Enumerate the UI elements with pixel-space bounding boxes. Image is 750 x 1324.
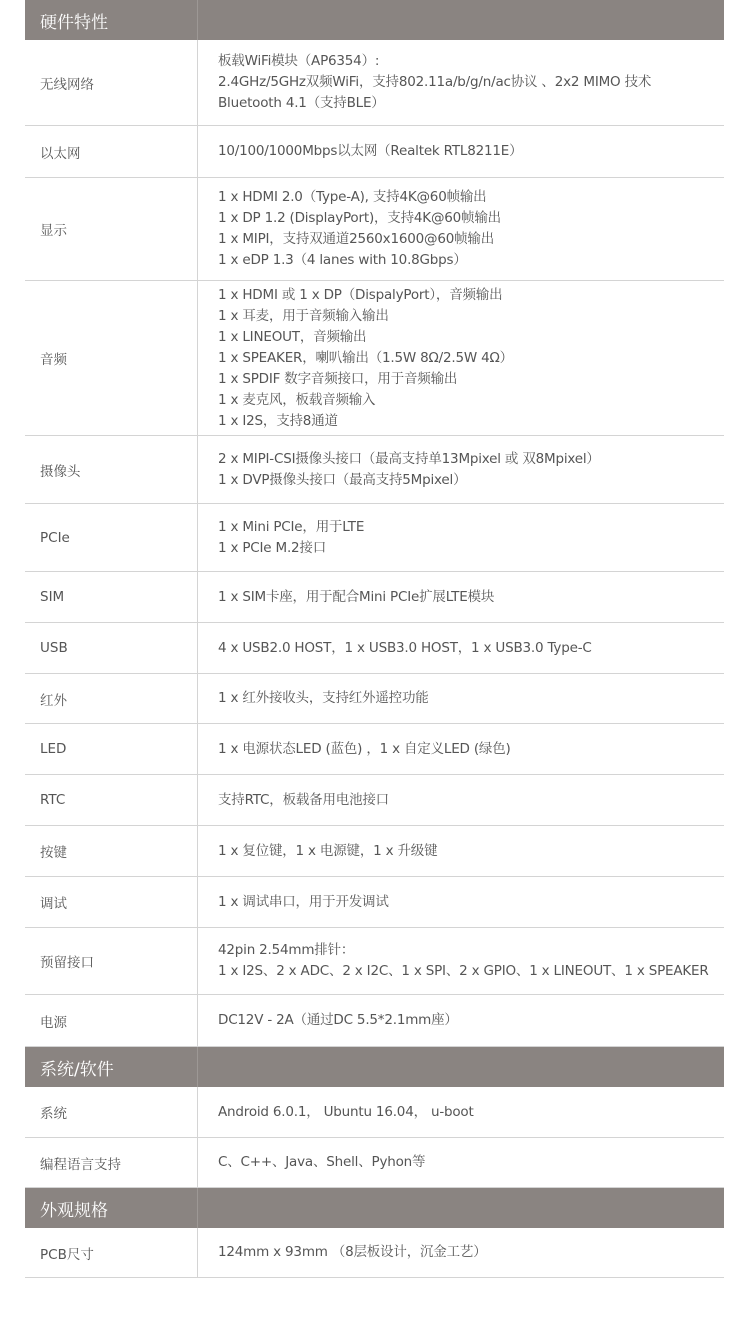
spec-value-line: 1 x DVP摄像头接口（最高支持5Mpixel） xyxy=(218,471,467,488)
spec-label: PCB尺寸 xyxy=(25,1228,198,1277)
spec-value-line: 4 x USB2.0 HOST，1 x USB3.0 HOST，1 x USB3.0 Type-C xyxy=(218,639,592,656)
spec-value-line: 2.4GHz/5GHz双频WiFi，支持802.11a/b/g/n/ac协议 、2x2 MIMO 技术 xyxy=(218,74,652,90)
spec-value xyxy=(198,775,724,825)
spec-row xyxy=(25,178,724,281)
spec-value-line: 1 x 电源状态LED (蓝色) ，1 x 自定义LED (绿色) xyxy=(218,740,511,757)
spec-value-line: DC12V - 2A（通过DC 5.5*2.1mm座） xyxy=(218,1012,458,1028)
spec-value xyxy=(198,40,724,125)
spec-value xyxy=(198,928,724,994)
spec-value xyxy=(198,436,724,503)
spec-value-line: 2 x MIPI-CSI摄像头接口（最高支持单13Mpixel 或 双8Mpixel） xyxy=(218,450,600,467)
spec-value xyxy=(198,724,724,774)
spec-value-line: 支持RTC，板载备用电池接口 xyxy=(218,791,389,808)
spec-value xyxy=(198,572,724,622)
spec-value-line: 1 x 耳麦，用于音频输入输出 xyxy=(218,307,389,324)
spec-row xyxy=(25,877,724,928)
spec-row xyxy=(25,995,724,1047)
spec-value-line: 1 x HDMI 或 1 x DP（DispalyPort），音频输出 xyxy=(218,286,503,303)
spec-label: 预留接口 xyxy=(25,928,198,994)
spec-label: LED xyxy=(25,724,198,774)
spec-value-line: Android 6.0.1， Ubuntu 16.04， u-boot xyxy=(218,1103,474,1120)
spec-row xyxy=(25,775,724,826)
spec-row xyxy=(25,281,724,436)
spec-label: 音频 xyxy=(25,281,198,435)
spec-value xyxy=(198,504,724,571)
spec-value-line: 1 x DP 1.2 (DisplayPort)，支持4K@60帧输出 xyxy=(218,210,501,226)
spec-value xyxy=(198,623,724,673)
spec-value xyxy=(198,1138,724,1187)
spec-value-line: 板载WiFi模块（AP6354）: xyxy=(218,53,380,69)
section-header xyxy=(25,1188,724,1228)
spec-value-line: 1 x SIM卡座，用于配合Mini PCIe扩展LTE模块 xyxy=(218,588,495,605)
spec-label: 调试 xyxy=(25,877,198,927)
spec-value xyxy=(198,178,724,280)
spec-row xyxy=(25,1138,724,1188)
spec-value-line: 10/100/1000Mbps以太网（Realtek RTL8211E） xyxy=(218,143,523,159)
spec-value-line: 1 x SPEAKER，喇叭输出（1.5W 8Ω/2.5W 4Ω） xyxy=(218,349,513,366)
spec-value-line: 1 x 调试串口，用于开发调试 xyxy=(218,893,389,910)
spec-value xyxy=(198,674,724,723)
spec-value xyxy=(198,1087,724,1137)
spec-label: 电源 xyxy=(25,995,198,1046)
spec-value xyxy=(198,281,724,435)
spec-label: 红外 xyxy=(25,674,198,723)
spec-value-line: 124mm x 93mm （8层板设计，沉金工艺） xyxy=(218,1244,487,1260)
spec-value-line: 1 x I2S，支持8通道 xyxy=(218,412,338,429)
spec-value-line: 1 x 麦克风，板载音频输入 xyxy=(218,391,376,408)
spec-value-line: 1 x eDP 1.3（4 lanes with 10.8Gbps） xyxy=(218,252,467,268)
spec-row xyxy=(25,674,724,724)
spec-value xyxy=(198,1228,724,1277)
spec-row xyxy=(25,572,724,623)
spec-value xyxy=(198,826,724,876)
spec-value-line: 1 x PCIe M.2接口 xyxy=(218,539,327,556)
spec-label: 编程语言支持 xyxy=(25,1138,198,1187)
spec-value-line: 1 x MIPI，支持双通道2560x1600@60帧输出 xyxy=(218,231,494,247)
spec-row xyxy=(25,724,724,775)
spec-value-line: 1 x LINEOUT，音频输出 xyxy=(218,328,367,345)
spec-value-line: 1 x 红外接收头，支持红外遥控功能 xyxy=(218,690,429,706)
spec-value-line: 1 x SPDIF 数字音频接口，用于音频输出 xyxy=(218,370,458,387)
spec-row xyxy=(25,826,724,877)
spec-value-line: 1 x I2S、2 x ADC、2 x I2C、1 x SPI、2 x GPIO、1 x LINEOUT、1 x SPEAKER xyxy=(218,963,709,979)
spec-row xyxy=(25,436,724,504)
spec-value xyxy=(198,126,724,177)
section-title: 硬件特性 xyxy=(25,0,198,40)
spec-row xyxy=(25,40,724,126)
spec-row xyxy=(25,623,724,674)
spec-value-line: Bluetooth 4.1（支持BLE） xyxy=(218,95,385,111)
section-title: 系统/软件 xyxy=(25,1047,198,1087)
spec-value xyxy=(198,995,724,1046)
spec-value-line: C、C++、Java、Shell、Pyhon等 xyxy=(218,1154,426,1170)
spec-value-line: 1 x HDMI 2.0（Type-A), 支持4K@60帧输出 xyxy=(218,189,487,205)
spec-label: 按键 xyxy=(25,826,198,876)
spec-label: 摄像头 xyxy=(25,436,198,503)
spec-label: 以太网 xyxy=(25,126,198,177)
spec-row xyxy=(25,126,724,178)
section-title: 外观规格 xyxy=(25,1188,198,1228)
spec-label: RTC xyxy=(25,775,198,825)
section-header xyxy=(25,0,724,40)
spec-label: 无线网络 xyxy=(25,40,198,125)
spec-row xyxy=(25,504,724,572)
spec-label: SIM xyxy=(25,572,198,622)
spec-value-line: 1 x Mini PCIe，用于LTE xyxy=(218,518,365,535)
section-header xyxy=(25,1047,724,1087)
spec-row xyxy=(25,928,724,995)
spec-value-line: 1 x 复位键，1 x 电源键，1 x 升级键 xyxy=(218,842,438,859)
spec-value-line: 42pin 2.54mm排针： xyxy=(218,942,355,958)
spec-label: PCIe xyxy=(25,504,198,571)
spec-value xyxy=(198,877,724,927)
spec-table xyxy=(25,0,724,1278)
spec-label: 系统 xyxy=(25,1087,198,1137)
spec-row xyxy=(25,1228,724,1278)
spec-label: USB xyxy=(25,623,198,673)
spec-row xyxy=(25,1087,724,1138)
spec-label: 显示 xyxy=(25,178,198,280)
